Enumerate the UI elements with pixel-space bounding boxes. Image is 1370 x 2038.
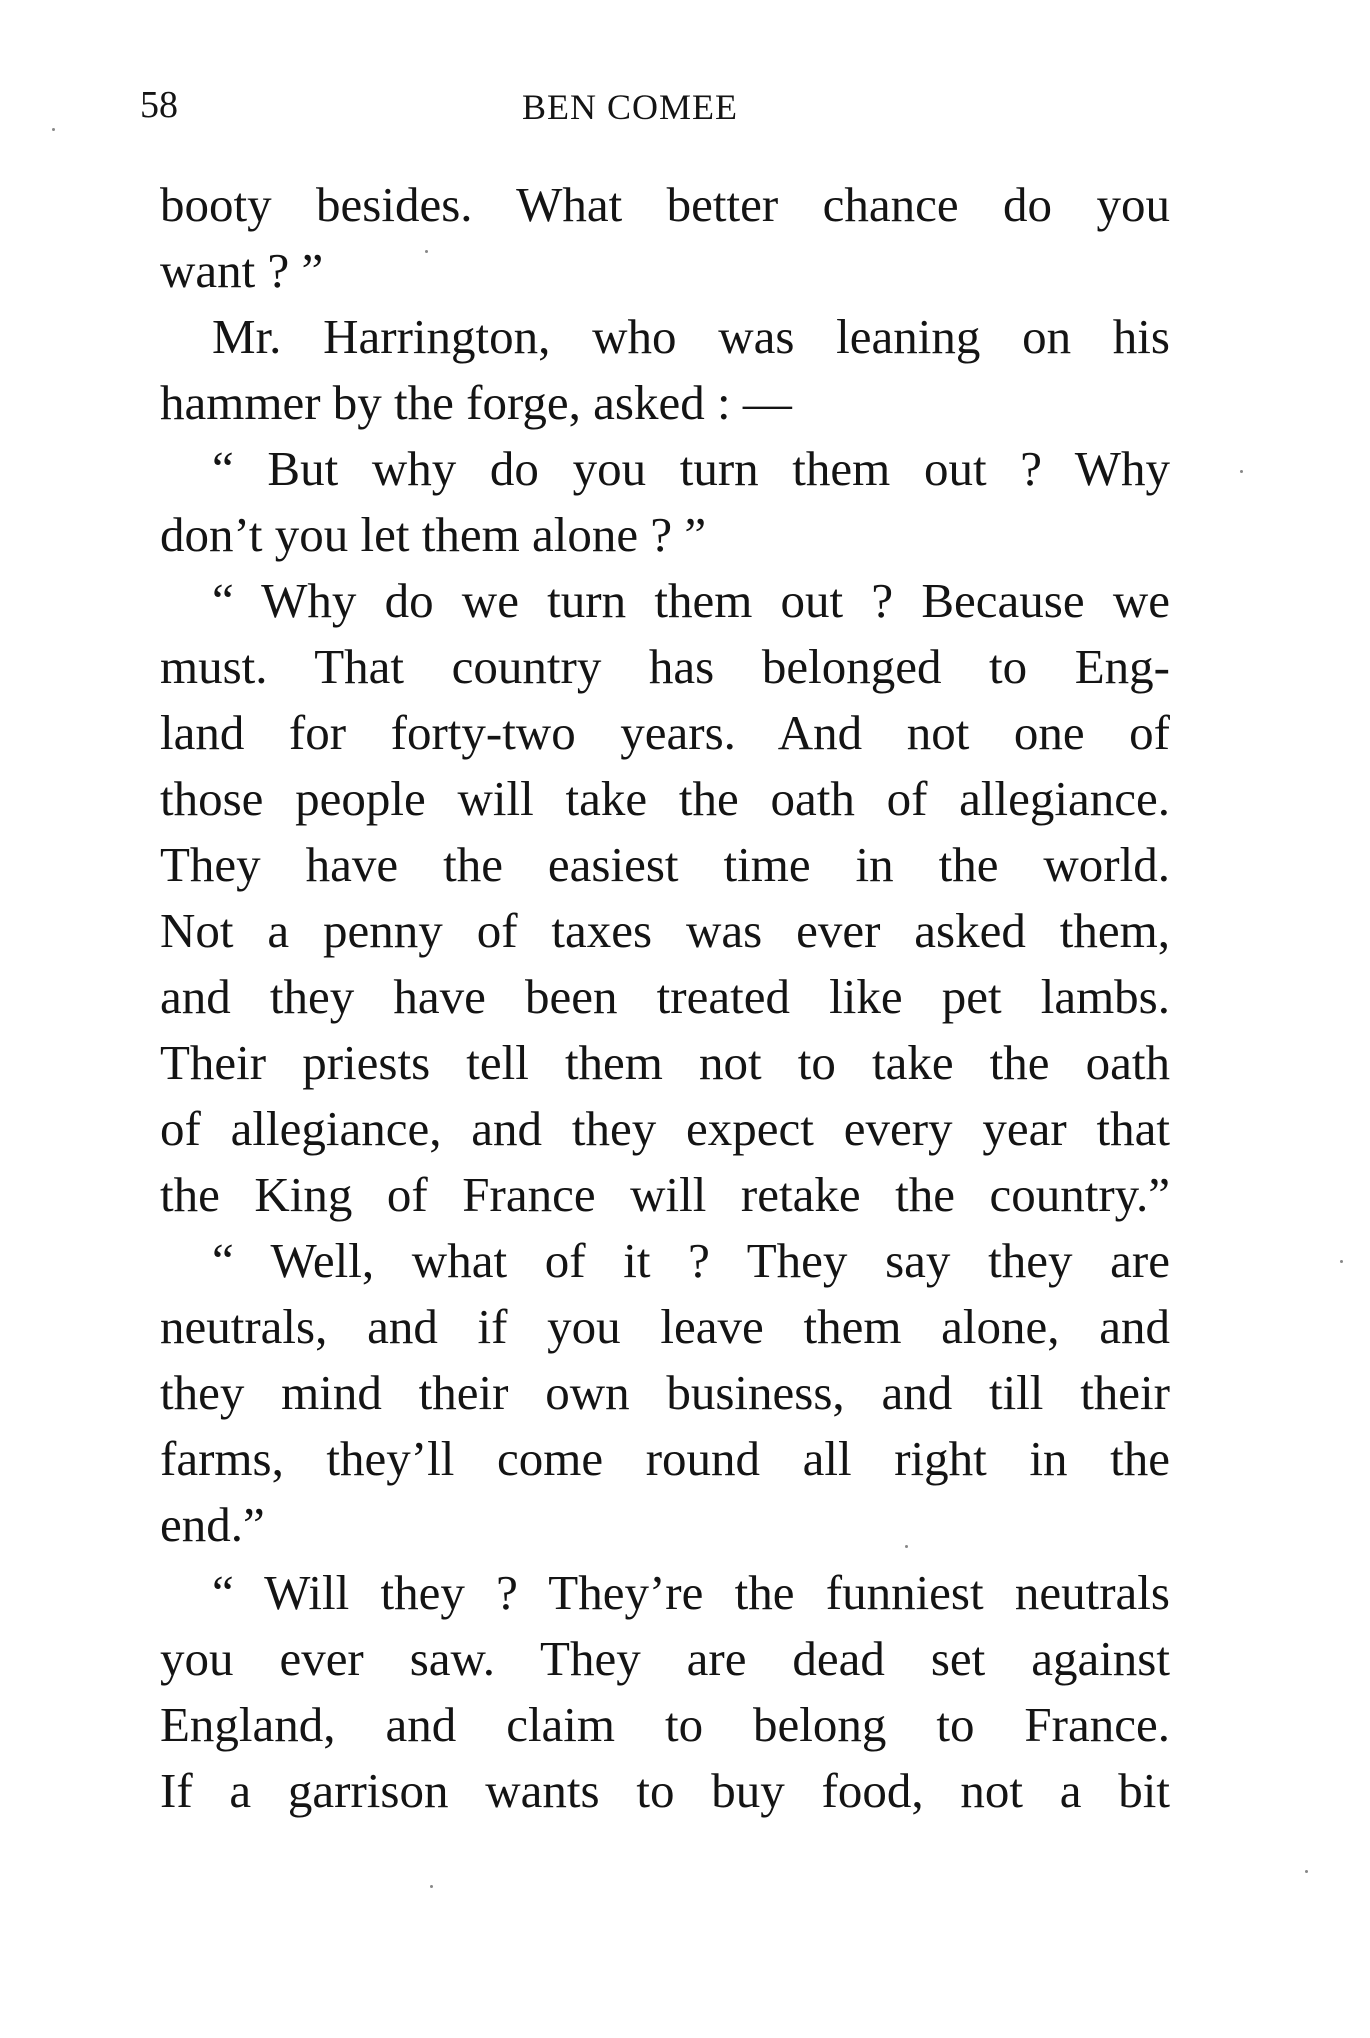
text-line: Mr. Harrington, who was leaning on his [212, 309, 1170, 364]
page-number: 58 [140, 84, 178, 126]
text-line: of allegiance, and they expect every year that [160, 1101, 1170, 1156]
paper-speck [1340, 1260, 1343, 1263]
text-line: land for forty-two years. And not one of [160, 705, 1170, 760]
text-line: the King of France will retake the country.” [160, 1167, 1170, 1222]
paper-speck [425, 250, 428, 253]
text-line: want ? ” [160, 243, 324, 298]
text-line: Not a penny of taxes was ever asked them, [160, 903, 1170, 958]
paper-speck [1305, 1870, 1308, 1873]
text-line: don’t you let them alone ? ” [160, 507, 707, 562]
running-title: BEN COMEE [522, 87, 738, 127]
text-line: end.” [160, 1497, 265, 1552]
text-line: England, and claim to belong to France. [160, 1697, 1170, 1752]
text-line: Their priests tell them not to take the oath [160, 1035, 1170, 1090]
text-line: “ Will they ? They’re the funniest neutrals [212, 1565, 1170, 1620]
text-line: booty besides. What better chance do you [160, 177, 1170, 232]
text-line: must. That country has belonged to Eng- [160, 639, 1170, 694]
text-line: If a garrison wants to buy food, not a bit [160, 1763, 1170, 1818]
text-line: farms, they’ll come round all right in the [160, 1431, 1170, 1486]
text-line: and they have been treated like pet lambs. [160, 969, 1170, 1024]
text-line: those people will take the oath of allegiance. [160, 771, 1170, 826]
text-line: They have the easiest time in the world. [160, 837, 1170, 892]
text-line: hammer by the forge, asked : — [160, 375, 792, 430]
text-line: “ But why do you turn them out ? Why [212, 441, 1170, 496]
paper-speck [905, 1545, 908, 1548]
paper-speck [1240, 470, 1243, 473]
text-line: neutrals, and if you leave them alone, and [160, 1299, 1170, 1354]
paper-speck [430, 1885, 433, 1888]
paper-speck [52, 128, 55, 131]
text-line: “ Well, what of it ? They say they are [212, 1233, 1170, 1288]
text-line: “ Why do we turn them out ? Because we [212, 573, 1170, 628]
text-line: they mind their own business, and till their [160, 1365, 1170, 1420]
text-line: you ever saw. They are dead set against [160, 1631, 1170, 1686]
